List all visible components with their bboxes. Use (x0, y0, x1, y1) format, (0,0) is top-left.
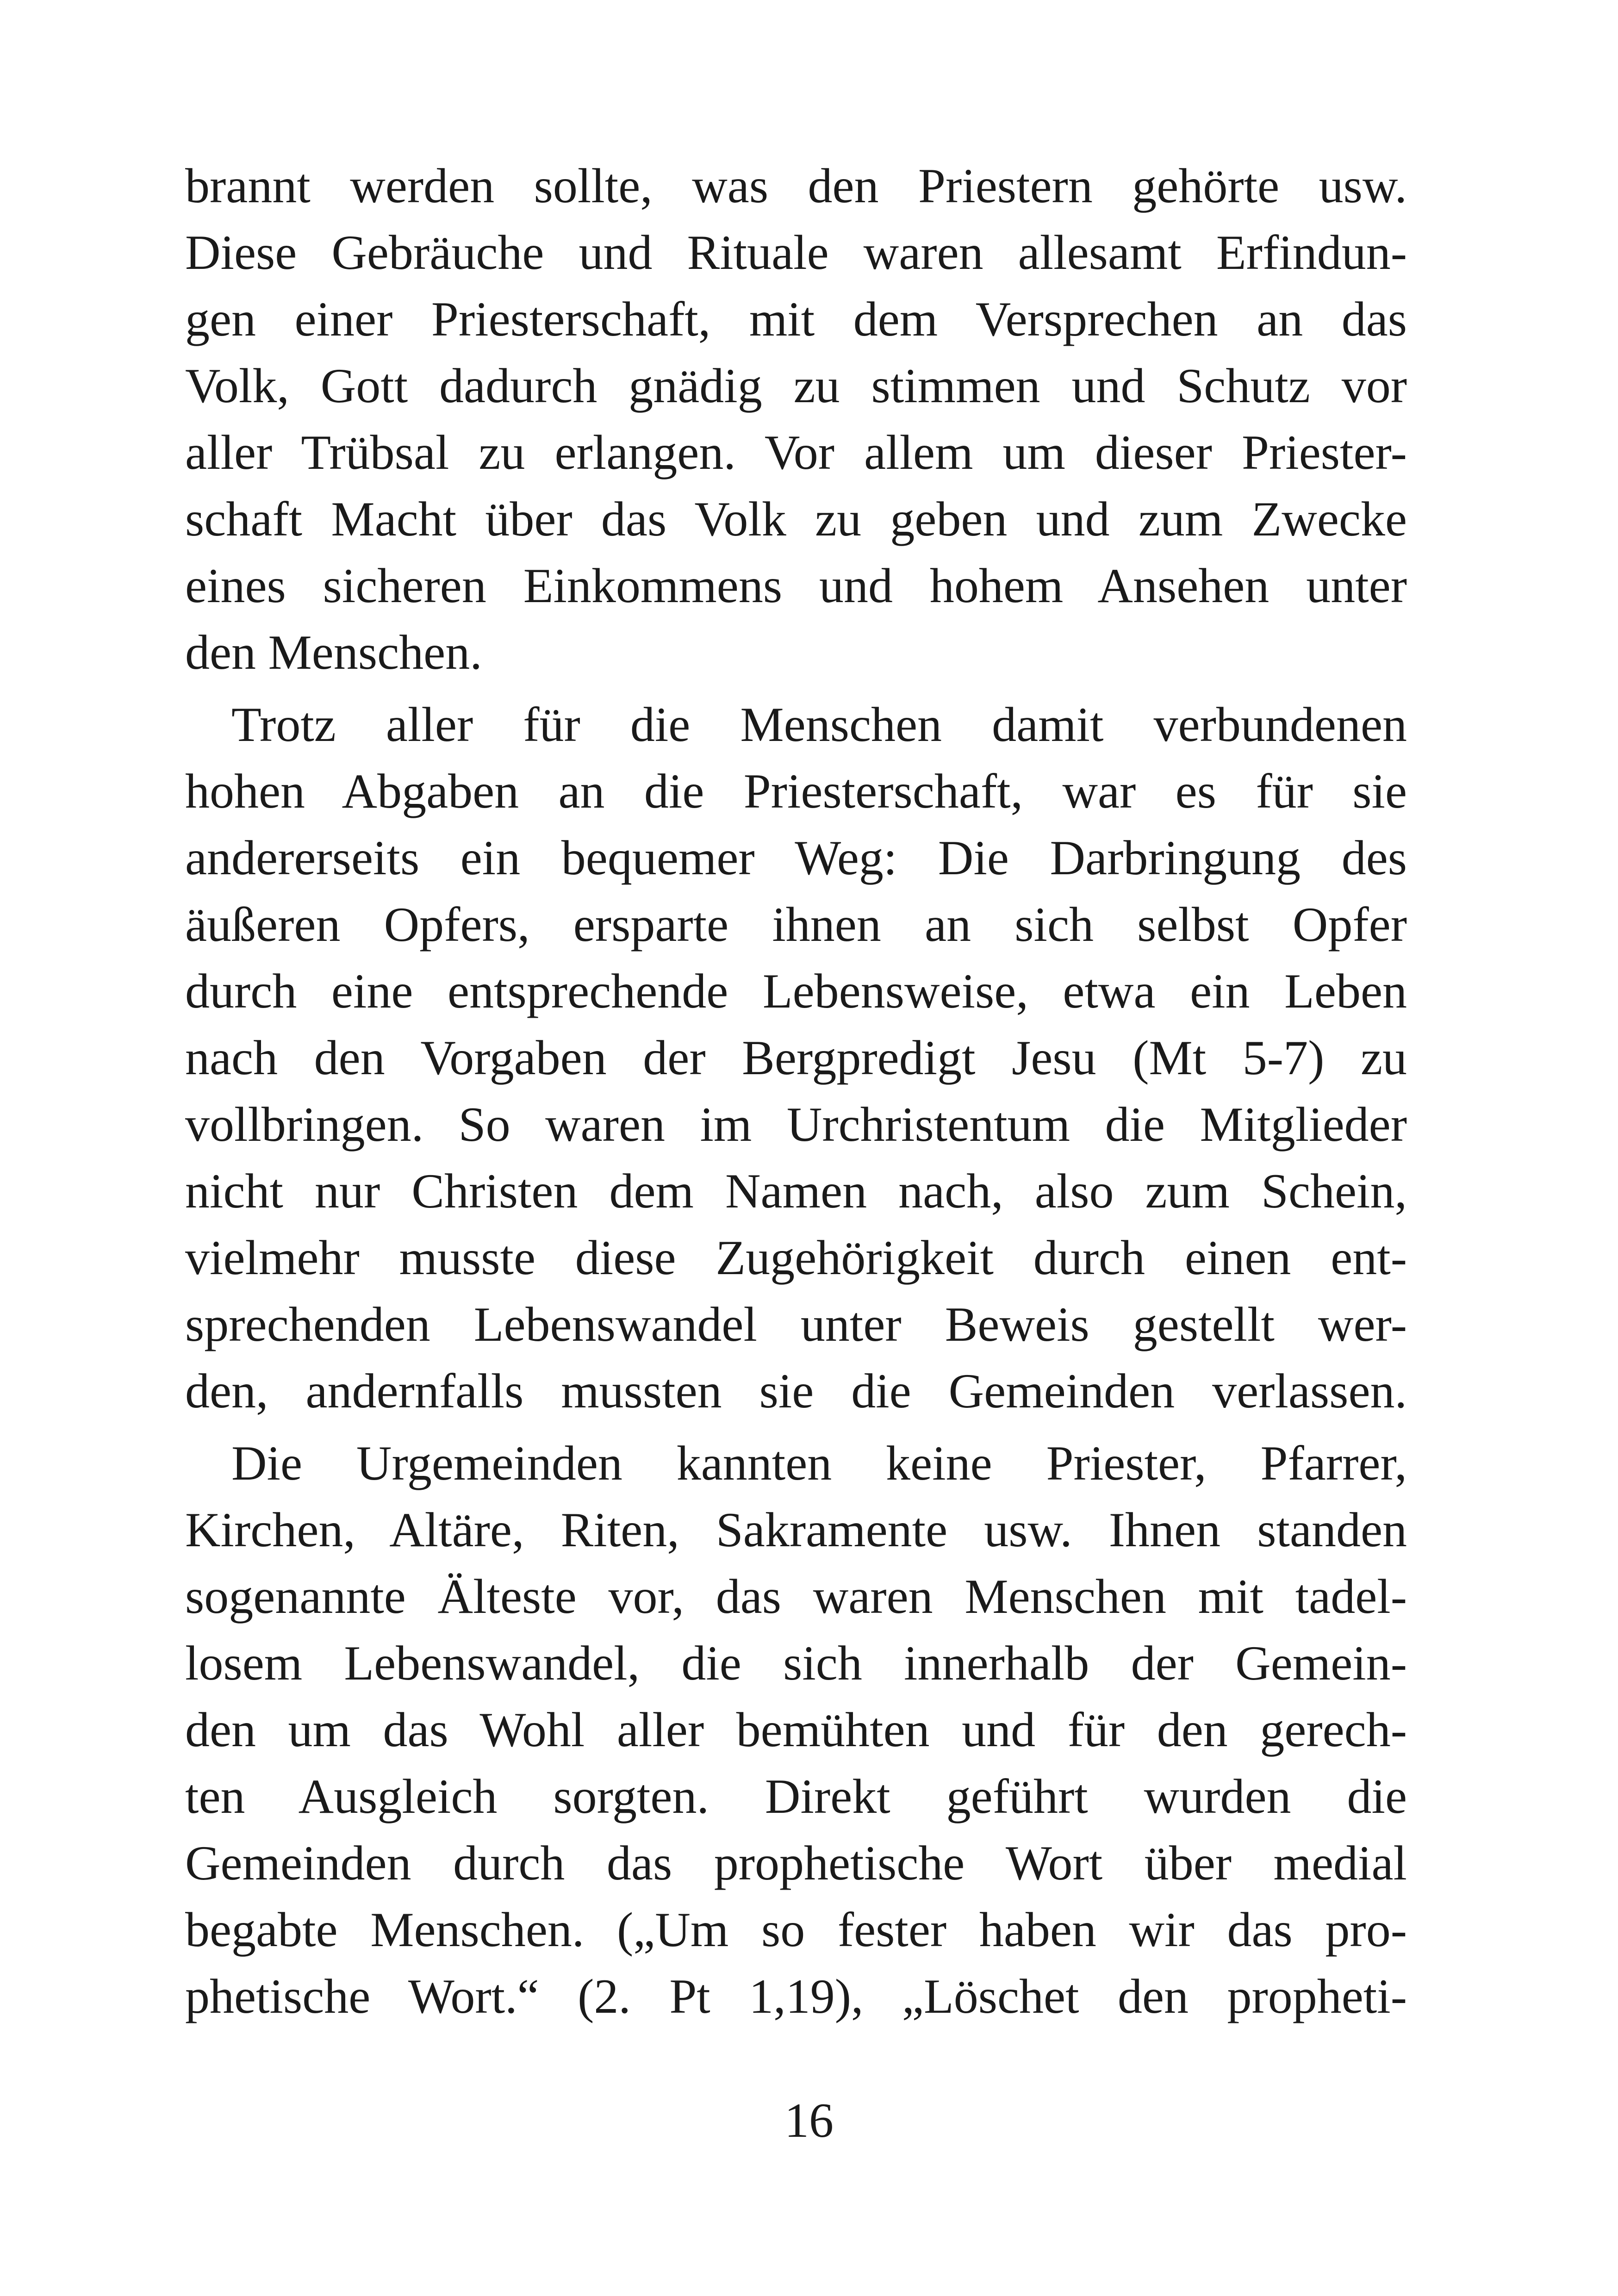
text-line: Diese Gebräuche und Rituale waren allesamt Erfindun- (185, 225, 1407, 280)
text-line: äußeren Opfers, ersparte ihnen an sich selbst Opfer (185, 897, 1407, 952)
text-line: den, andernfalls mussten sie die Gemeinden verlassen. (185, 1364, 1407, 1418)
text-line: begabte Menschen. („Um so fester haben wir das pro- (185, 1903, 1407, 1957)
text-line: sogenannte Älteste vor, das waren Menschen mit tadel- (185, 1569, 1407, 1624)
text-line: aller Trübsal zu erlangen. Vor allem um dieser Priester- (185, 425, 1407, 479)
text-line: eines sicheren Einkommens und hohem Ansehen unter (185, 559, 1407, 613)
text-line: losem Lebenswandel, die sich innerhalb der Gemein- (185, 1636, 1407, 1690)
text-line: vielmehr musste diese Zugehörigkeit durch einen ent- (185, 1231, 1407, 1285)
text-line: Volk, Gott dadurch gnädig zu stimmen und Schutz vor (185, 359, 1407, 413)
paragraph-3 (185, 1430, 1407, 2030)
page-number: 16 (784, 2093, 834, 2147)
text-line: schaft Macht über das Volk zu geben und zum Zwecke (185, 492, 1407, 546)
text-line: gen einer Priesterschaft, mit dem Versprechen an das (185, 292, 1407, 346)
paragraph-1 (185, 153, 1407, 686)
text-line: den Menschen. (185, 625, 482, 679)
text-line: den um das Wohl aller bemühten und für den gerech- (185, 1703, 1407, 1757)
text-line: Die Urgemeinden kannten keine Priester, Pfarrer, (231, 1436, 1407, 1490)
text-line: brannt werden sollte, was den Priestern gehörte usw. (185, 159, 1407, 213)
text-line: phetische Wort.“ (2. Pt 1,19), „Löschet den propheti- (185, 1969, 1407, 2023)
text-line: sprechenden Lebenswandel unter Beweis gestellt wer- (185, 1297, 1407, 1351)
paragraph-2 (185, 691, 1407, 1425)
text-line: ten Ausgleich sorgten. Direkt geführt wurden die (185, 1769, 1407, 1823)
text-line: vollbringen. So waren im Urchristentum die Mitglieder (185, 1097, 1407, 1151)
text-line: Trotz aller für die Menschen damit verbundenen (231, 697, 1407, 752)
page-body (185, 153, 1407, 2035)
text-line: Kirchen, Altäre, Riten, Sakramente usw. Ihnen standen (185, 1503, 1407, 1557)
text-line: durch eine entsprechende Lebensweise, etwa ein Leben (185, 964, 1407, 1018)
text-line: Gemeinden durch das prophetische Wort über medial (185, 1836, 1407, 1890)
text-line: andererseits ein bequemer Weg: Die Darbringung des (185, 831, 1407, 885)
text-line: hohen Abgaben an die Priesterschaft, war es für sie (185, 764, 1407, 818)
text-line: nach den Vorgaben der Bergpredigt Jesu (Mt 5-7) zu (185, 1031, 1407, 1085)
text-line: nicht nur Christen dem Namen nach, also zum Schein, (185, 1164, 1407, 1218)
